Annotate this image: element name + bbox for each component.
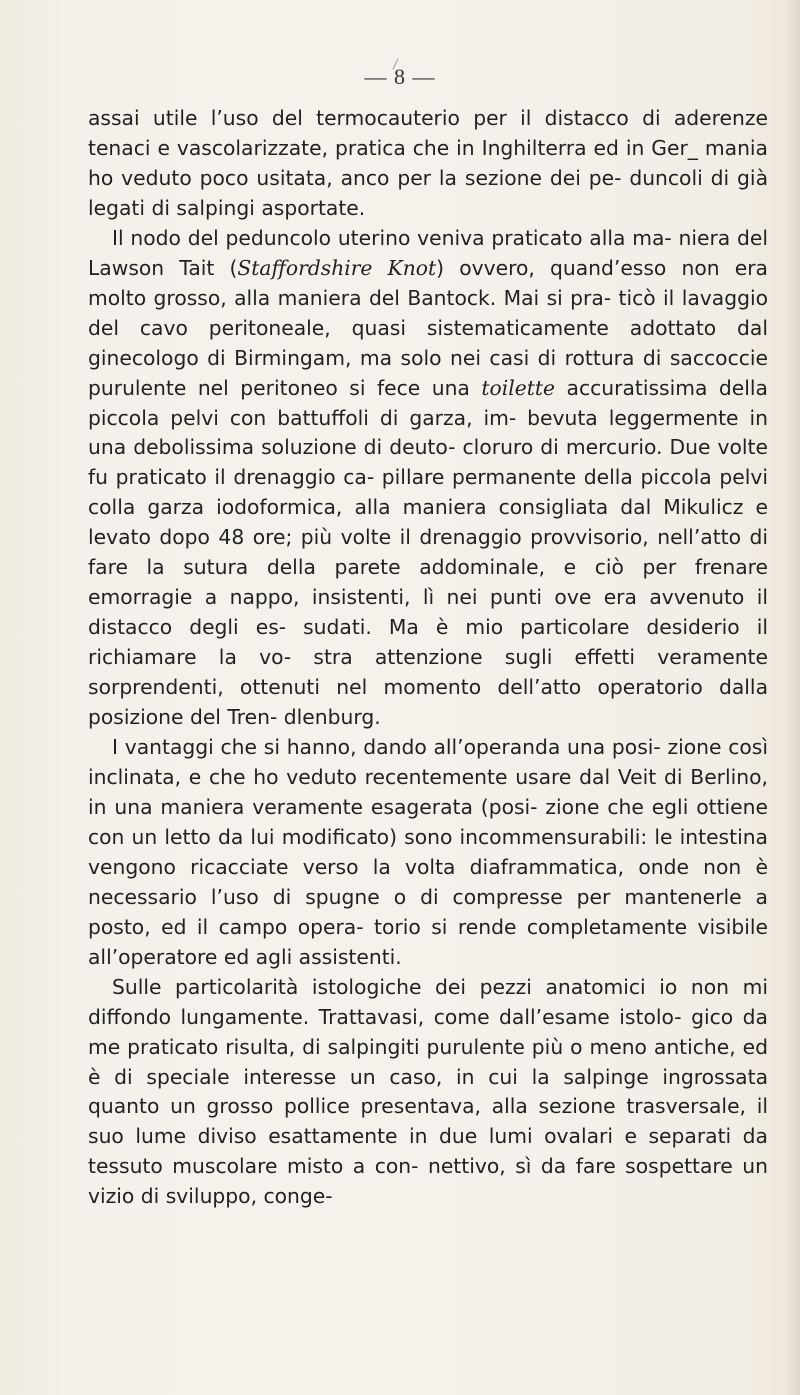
italic-text: Staffordshire Knot <box>237 255 437 280</box>
text-run: assai utile l’uso del termocauterio per il distacco di aderenze tenaci e vascolarizzate, pratica che in Inghilterra ed in Ger_ mania ho veduto poco usitata, anco per la sezione dei pe- duncoli di già legati di salpingi asportate. <box>88 106 768 220</box>
text-run: accuratissima della piccola pelvi con battuffoli di garza, im- bevuta leggermente in una debolissima soluzione di deuto- cloruro di mercurio. Due volte fu praticato il drenaggio ca- pillare permanente della piccola pelvi colla garza iodoformica, alla maniera consigliata dal Mikulicz e levato dopo 48 ore; più volte il drenaggio provvisorio, nell’atto di fare la sutura della parete addominale, e ciò per frenare emorragie a nappo, insistenti, lì nei punti ove era avvenuto il distacco degli es- sudati. Ma è mio particolare desiderio il richiamare la vo- stra attenzione sugli effetti veramente sorprendenti, ottenuti nel momento dell’atto operatorio dalla posizione del Tren- dlenburg. <box>88 375 768 730</box>
text-run: Il nodo del peduncolo uterino veniva praticato alla ma- niera del Lawson Tait ( <box>88 225 768 280</box>
paragraph-4 <box>88 973 768 1213</box>
text-run: Sulle particolarità istologiche dei pezzi anatomici io non mi diffondo lungamente. Trattavasi, come dall’esame istolo- gico da me praticato risulta, di salpingiti purulente più o meno antiche, ed è di speciale interesse un caso, in cui la salpinge ingrossata quanto un grosso pollice presentava, alla sezione trasversale, il suo lume diviso esattamente in due lumi ovalari e separati da tessuto muscolare misto a con- nettivo, sì da fare sospettare un vizio di sviluppo, conge- <box>88 974 768 1209</box>
paragraph-2 <box>88 224 768 733</box>
body-text <box>88 104 768 1212</box>
paragraph-3 <box>88 733 768 973</box>
text-run: I vantaggi che si hanno, dando all’operanda una posi- zione così inclinata, e che ho veduto recentemente usare dal Veit di Berlino, in una maniera veramente esagerata (posi- zione che egli ottiene con un letto da lui modificato) sono incommensurabili: le intestina vengono ricacciate verso la volta diaframmatica, onde non è necessario l’uso di spugne o di compresse per mantenerle a posto, ed il campo opera- torio si rende completamente visibile all’operatore ed agli assistenti. <box>88 735 768 969</box>
page-edge-shadow <box>786 0 800 1395</box>
page-number: — 8 — <box>364 64 436 89</box>
text-run: ) ovvero, quand’esso non era molto grosso, alla maniera del Bantock. Mai si pra- ticò il lavaggio del cavo peritoneale, quasi sistematicamente adottato dal ginecologo di Birmingam, ma solo nei casi di rottura di saccoccie purulente nel peritoneo si fece una <box>88 255 768 400</box>
italic-text: toilette <box>481 375 556 400</box>
paragraph-1 <box>88 104 768 224</box>
